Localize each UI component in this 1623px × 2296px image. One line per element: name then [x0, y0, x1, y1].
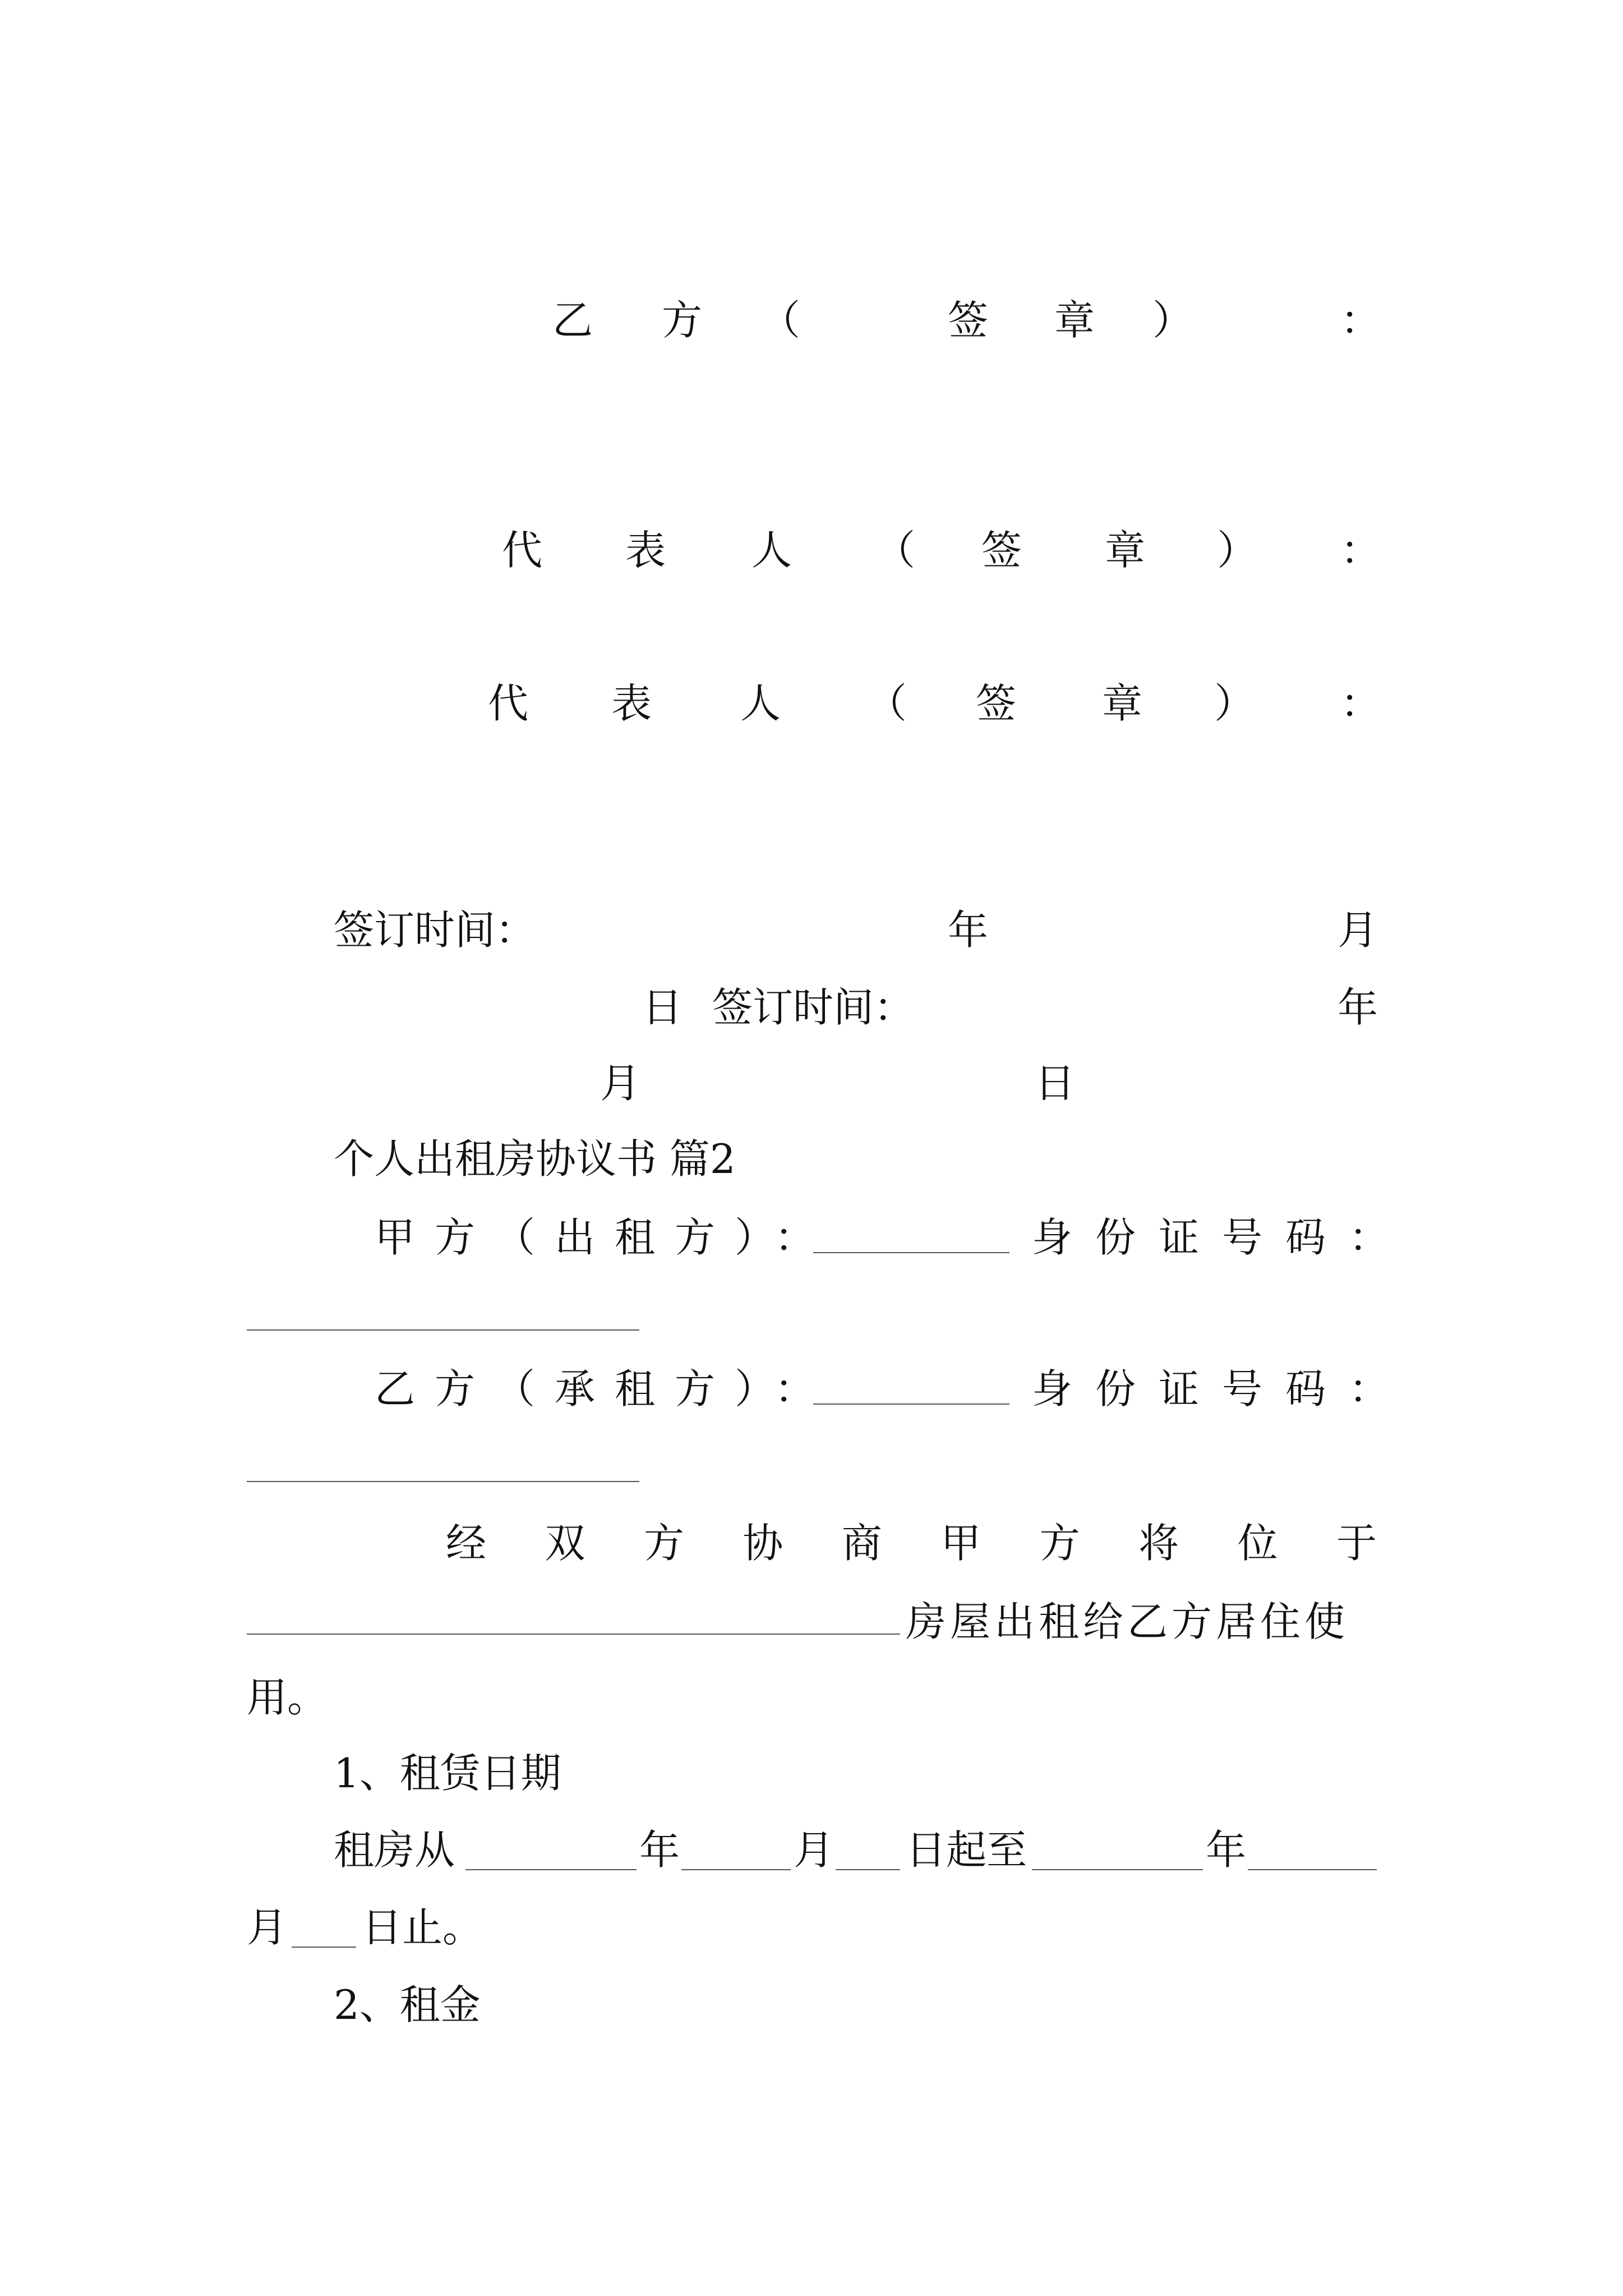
sig-char: 签: [981, 527, 1022, 574]
sig-char: （: [875, 527, 916, 574]
party-b-id-blank: [247, 1481, 639, 1482]
party-a-id-label: 身份证号码：: [1032, 1214, 1413, 1261]
sig-colon: ：: [1340, 680, 1381, 727]
sig-colon: ：: [1340, 297, 1381, 344]
sig-char: 章: [1105, 527, 1146, 574]
party-a-label: 甲方（出租方）：: [375, 1214, 835, 1261]
clause-1-year: 年: [639, 1826, 680, 1874]
clause-1-title: 1、租赁日期: [334, 1750, 561, 1797]
sig-char: 方: [662, 297, 703, 344]
sig-char: 代: [502, 527, 543, 574]
end-day-blank: [292, 1947, 356, 1948]
start-day-blank: [836, 1869, 900, 1870]
sig-char: （: [760, 297, 801, 344]
sig-colon: ：: [1340, 527, 1381, 574]
clause-1-month: 月: [794, 1826, 834, 1874]
agreement-char: 于: [1336, 1520, 1377, 1567]
agreement-char: 位: [1237, 1520, 1278, 1567]
sig-char: 人: [740, 680, 781, 727]
clause-2-title: 2、租金: [334, 1981, 481, 2028]
clause-1-day-from: 日起至: [906, 1826, 1027, 1874]
sig-char: 表: [625, 527, 666, 574]
party-b-id-label: 身份证号码：: [1032, 1365, 1413, 1412]
party-b-label: 乙方（承租方）：: [375, 1365, 835, 1412]
sig-char: 乙: [552, 297, 593, 344]
sig-char: ）: [1217, 527, 1258, 574]
end-year-blank: [1032, 1869, 1203, 1870]
party-b-name-blank: [813, 1404, 1009, 1405]
sig-char: ）: [1214, 680, 1255, 727]
agreement-char: 协: [743, 1520, 783, 1567]
clause-1-from: 租房从: [334, 1826, 455, 1874]
agreement-char: 甲: [940, 1520, 981, 1567]
sig-char: 表: [611, 680, 652, 727]
section-title: 个人出租房协议书 篇2: [334, 1135, 736, 1182]
sign-time-label: 签订时间：: [334, 907, 536, 954]
party-a-name-blank: [813, 1252, 1009, 1253]
sig-char: 签: [948, 297, 989, 344]
agreement-line-3: 用。: [247, 1674, 328, 1721]
agreement-char: 经: [446, 1520, 487, 1567]
sig-char: 章: [1102, 680, 1143, 727]
date-day: 日: [642, 984, 683, 1031]
date-day: 日: [1035, 1060, 1076, 1107]
property-address-blank: [247, 1634, 900, 1635]
sign-time-label: 签订时间：: [712, 984, 915, 1031]
date-year: 年: [1338, 984, 1378, 1031]
clause-1-month: 月: [247, 1904, 288, 1951]
sig-char: ）: [1152, 297, 1193, 344]
agreement-line-2: 房屋出租给乙方居住使: [906, 1598, 1349, 1645]
end-month-blank: [1248, 1869, 1377, 1870]
agreement-char: 将: [1138, 1520, 1179, 1567]
date-year: 年: [948, 907, 989, 954]
sig-char: 代: [488, 680, 529, 727]
agreement-char: 商: [841, 1520, 882, 1567]
clause-1-day-end: 日止。: [362, 1904, 483, 1951]
agreement-char: 方: [643, 1520, 684, 1567]
agreement-line-1: [446, 1520, 1377, 1567]
start-month-blank: [681, 1869, 791, 1870]
sig-char: 签: [976, 680, 1017, 727]
agreement-char: 方: [1039, 1520, 1080, 1567]
start-year-blank: [465, 1869, 637, 1870]
date-month: 月: [600, 1060, 641, 1107]
sig-char: （: [866, 680, 907, 727]
clause-1-year: 年: [1206, 1826, 1247, 1874]
agreement-char: 双: [545, 1520, 585, 1567]
date-month: 月: [1338, 907, 1378, 954]
sig-char: 章: [1054, 297, 1095, 344]
sig-char: 人: [751, 527, 792, 574]
party-a-id-blank: [247, 1329, 639, 1331]
